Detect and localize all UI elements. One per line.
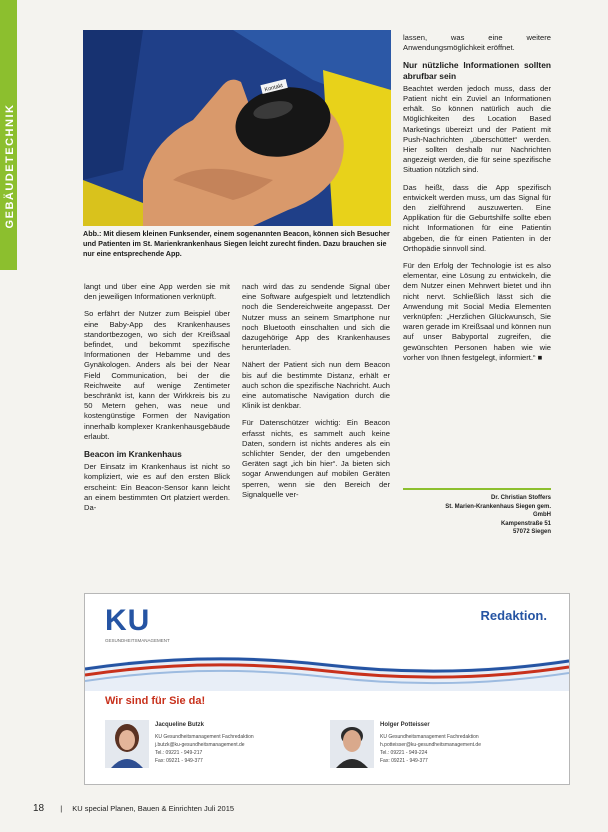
article-column-1 — [84, 282, 230, 520]
contact-line: KU Gesundheitsmanagement Fachredaktion — [380, 734, 479, 740]
paragraph: langt und über eine App werden sie mit den jeweiligen Informationen verknüpft. — [84, 282, 230, 302]
page-number: 18 — [33, 803, 45, 814]
contact-email: h.potteisser@ku-gesundheitsmanagement.de — [380, 742, 481, 748]
contact-line: KU Gesundheitsmanagement Fachredaktion — [155, 734, 254, 740]
page-footer — [33, 803, 234, 814]
section-label: GEBÄUDETECHNIK — [4, 103, 16, 229]
contact-card — [330, 716, 530, 776]
contact-phone: Tel.: 09221 - 949-224 — [380, 750, 428, 756]
author-org-suffix: GmbH — [533, 512, 551, 519]
author-org: St. Marien-Krankenhaus Siegen gem. — [445, 503, 551, 510]
ku-logo: KU — [105, 604, 151, 637]
contact-email: j.butzk@ku-gesundheitsmanagement.de — [155, 742, 245, 748]
advertisement — [84, 593, 570, 785]
paragraph: So erfährt der Nutzer zum Beispiel über eine Baby-App des Krankenhauses standortbezogen, wo sich der Kreißsaal befindet, und bekommt spezifische Informationen der Hebamme und des Gynäkologen. Anders als bei der Near Field Communication, bei der die Reichweite auf wenige Zentimeter beschränkt ist, kann der Wirkkreis bis zu 50 Metern gehen, was neue und kostengünstige Formen der Navigation innerhalb komplexer Krankenhausgebäude erlaubt. — [84, 309, 230, 441]
ad-headline: Wir sind für Sie da! — [105, 695, 206, 707]
beacon-device-label: Kontakt — [264, 82, 284, 94]
contact-name: Holger Potteisser — [380, 722, 430, 728]
paragraph: Das heißt, dass die App spezifisch entwickelt werden muss, um das Signal für den zielführend auszuwerten. Eine Applikation für die Geburtshilfe sollte eben nicht Informationen für eine Patientin abgeben, die für einen Patienten in der Orthopädie sinnvoll sind. — [403, 182, 551, 253]
photo-caption: Abb.: Mit diesem kleinen Funksender, einem sogenannten Beacon, können sich Besucher und Patienten im St. Marienkrankenhaus Siegen leicht zurecht finden. Dazu brauchen sie nur eine entsprechende App. — [83, 229, 390, 258]
contact-fax: Fax: 09221 - 949-377 — [155, 758, 203, 764]
ad-redaktion-label: Redaktion. — [480, 608, 547, 623]
section-heading: Beacon im Krankenhaus — [84, 449, 182, 460]
contact-fax: Fax: 09221 - 949-377 — [380, 758, 428, 764]
author-city: 57072 Siegen — [512, 529, 551, 536]
paragraph: Für den Erfolg der Technologie ist es also elementar, eine Lösung zu entwickeln, die dem Nutzer einen Mehrwert bietet und ihn nicht nervt. Schließlich lässt sich die Anwendung mit Social Media Elementen verknüpfen: „Herzlichen Glückwunsch, Sie waren gerade im Kreißsaal und können nun auf unser Babyportal zugreifen, die gewünschten Personen haben wie wie vorher von Ihnen festgelegt, informiert.“ ■ — [403, 261, 551, 362]
section-sidebar — [0, 0, 17, 270]
article-column-3 — [403, 33, 551, 370]
article-photo — [83, 30, 391, 226]
contact-phone: Tel.: 09221 - 949-217 — [155, 750, 203, 756]
paragraph: Nähert der Patient sich nun dem Beacon bis auf die bestimmte Distanz, erhält er auch schon die spezifische Nachricht. Auch eine automatische Navigation durch die Klinik ist denkbar. — [242, 360, 390, 411]
contact-photo-avatar — [330, 720, 374, 768]
publication-title: KU special Planen, Bauen & Einrichten Juli 2015 — [72, 804, 235, 813]
paragraph: lassen, was eine weitere Anwendungsmöglichkeit eröffnet. — [403, 33, 551, 53]
paragraph: Für Datenschützer wichtig: Ein Beacon erfasst nichts, es sammelt auch keine Daten, sondern ist nichts anderes als ein schlichter Sender, der den umgebenden Geräten sagt „ich bin hier“. Ja bieten sich sogar Anwendungen auf mobilen Geräten sperren, wenn sie den Bereich der Signalquelle ver- — [242, 418, 390, 499]
contact-name: Jacqueline Butzk — [155, 722, 205, 728]
ad-wave-stripes — [85, 649, 569, 691]
contact-photo-avatar — [105, 720, 149, 768]
author-street: Kampenstraße 51 — [500, 520, 551, 527]
author-info — [403, 494, 551, 537]
author-divider — [403, 488, 551, 490]
contact-card — [105, 716, 305, 776]
footer-separator: | — [60, 804, 63, 813]
paragraph: Beachtet werden jedoch muss, dass der Patient nicht ein Zuviel an Informationen erhält. So können natürlich auch die Möglichkeiten des Location Based Marketings übereizt und der Patient mit Push-Nachrichten „überschüttet“ werden. Hier sollten deshalb nur Nachrichten angezeigt werden, die für seine spezifische Situation nützlich sind. — [403, 83, 551, 175]
section-heading: Nur nützliche Informationen sollten abrufbar sein — [403, 60, 551, 81]
author-name: Dr. Christian Stoffers — [490, 495, 551, 501]
article-column-2 — [242, 282, 390, 507]
hand-holding-beacon-image — [83, 30, 391, 226]
paragraph: nach wird das zu sendende Signal über eine Software aufgespielt und letztendlich noch die Sendereichweite angepasst. Der Nutzer muss an seinem Smartphone nur noch Bluetooth einschalten und sich die dazugehörige App des Krankenhauses herunterladen. — [242, 282, 390, 353]
paragraph: Der Einsatz im Krankenhaus ist nicht so kompliziert, wie es auf den ersten Blick erscheint: Ein Beacon-Sensor kann leicht an einem bestimmten Ort platziert werden. Da- — [84, 462, 230, 513]
ku-logo-subtitle: GESUNDHEITSMANAGEMENT — [105, 638, 170, 643]
